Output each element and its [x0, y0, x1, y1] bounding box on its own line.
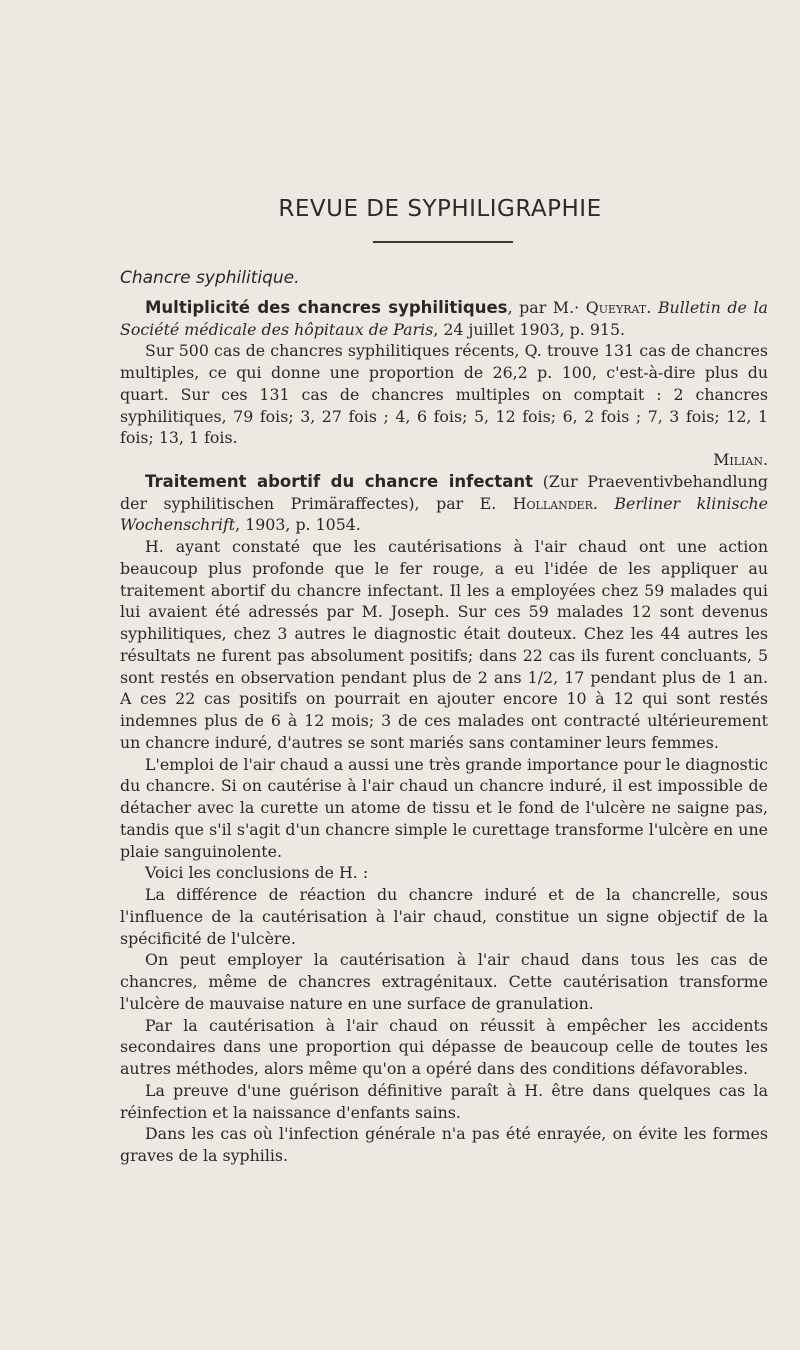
article2-after-author: .: [592, 493, 615, 513]
article2-subtitle: (Zur Praeventivbehandlung der syphilitischen Primäraffectes), par E.: [120, 471, 768, 513]
article2-author: Hollander: [512, 493, 593, 513]
paragraph: La preuve d'une guérison définitive paraît à H. être dans quelques cas la réinfection et la naissance d'enfants sains.: [120, 1080, 768, 1122]
article1-author: Queyrat: [585, 297, 647, 317]
heading-rule: [373, 241, 513, 243]
signature: Milian.: [713, 450, 768, 469]
article2-source-date: , 1903, p. 1054.: [235, 515, 361, 535]
paragraph: La différence de réaction du chancre induré et de la chancrelle, sous l'influence de la cautérisation à l'air chaud, constitue un signe objectif de la spécificité de l'ulcère.: [120, 885, 768, 948]
article1-body: Sur 500 cas de chancres syphilitiques récents, Q. trouve 131 cas de chancres multiples, ce qui donne une proportion de 26,2 p. 100, c'est-à-dire plus du quart. Sur ces 131 cas de chancres multiples on comptait : 2 chancres syphilitiques, 79 fois; 3, 27 fois ; 4, 6 fois; 5, 12 fois; 6, 2 fois ; 7, 3 fois; 12, 1 fois; 13, 1 fois.: [120, 341, 768, 448]
article1-title: Multiplicité des chancres syphilitiques: [145, 297, 508, 317]
article2-heading: [120, 471, 768, 536]
article1-heading: [120, 297, 768, 341]
article-body: [120, 268, 768, 1167]
section-title: Chancre syphilitique.: [120, 268, 300, 288]
paragraph: L'emploi de l'air chaud a aussi une très grande importance pour le diagnostic du chancre. Si on cautérise à l'air chaud un chancre induré, il est impossible de détacher avec la curette un atome de tissu et le fond de l'ulcère ne saigne pas, tandis que s'il s'agit d'un chancre simple le curettage transforme l'ulcère en une plaie sanguinolente.: [120, 754, 768, 861]
paragraph: On peut employer la cautérisation à l'air chaud dans tous les cas de chancres, même de chancres extragénitaux. Cette cautérisation transforme l'ulcère de mauvaise nature en une surface de granulation.: [120, 950, 768, 1013]
article1-paragraph: [120, 340, 768, 471]
article1-source: Bulletin de la Société médicale des hôpitaux de Paris: [120, 297, 768, 339]
article2-source: Berliner klinische Wochenschrift: [120, 493, 768, 535]
article1-source-date: , 24 juillet 1903, p. 915.: [433, 319, 626, 339]
page-heading: REVUE DE SYPHILIGRAPHIE: [278, 196, 602, 222]
article2-title: Traitement abortif du chancre infectant: [145, 471, 533, 491]
paragraph: H. ayant constaté que les cautérisations à l'air chaud ont une action beaucoup plus profonde que le fer rouge, a eu l'idée de les appliquer au traitement abortif du chancre infectant. Il les a employées chez 59 malades qui lui avaient été adressés par M. Joseph. Sur ces 59 malades 12 sont devenus syphilitiques, chez 3 autres le diagnostic était douteux. Chez les 44 autres les résultats ne furent pas absolument positifs; dans 22 cas ils furent concluants, 5 sont restés en observation pendant plus de 2 ans 1/2, 17 pendant plus de 1 an. A ces 22 cas positifs on pourrait en ajouter encore 10 à 12 qui sont restés indemnes plus de 6 à 12 mois; 3 de ces malades ont contracté ultérieurement un chancre induré, d'autres se sont mariés sans contaminer leurs femmes.: [120, 537, 768, 752]
paragraph: Dans les cas où l'infection générale n'a pas été enrayée, on évite les formes graves de la syphilis.: [120, 1124, 768, 1165]
article1-byline-end: .: [646, 297, 652, 317]
paragraph: Voici les conclusions de H. :: [145, 863, 369, 883]
paragraph: Par la cautérisation à l'air chaud on réussit à empêcher les accidents secondaires dans une proportion qui dépasse de beaucoup celle de toutes les autres méthodes, alors même qu'on a opéré dans des conditions défavorables.: [120, 1015, 768, 1078]
article1-byline: , par M.·: [507, 297, 586, 317]
